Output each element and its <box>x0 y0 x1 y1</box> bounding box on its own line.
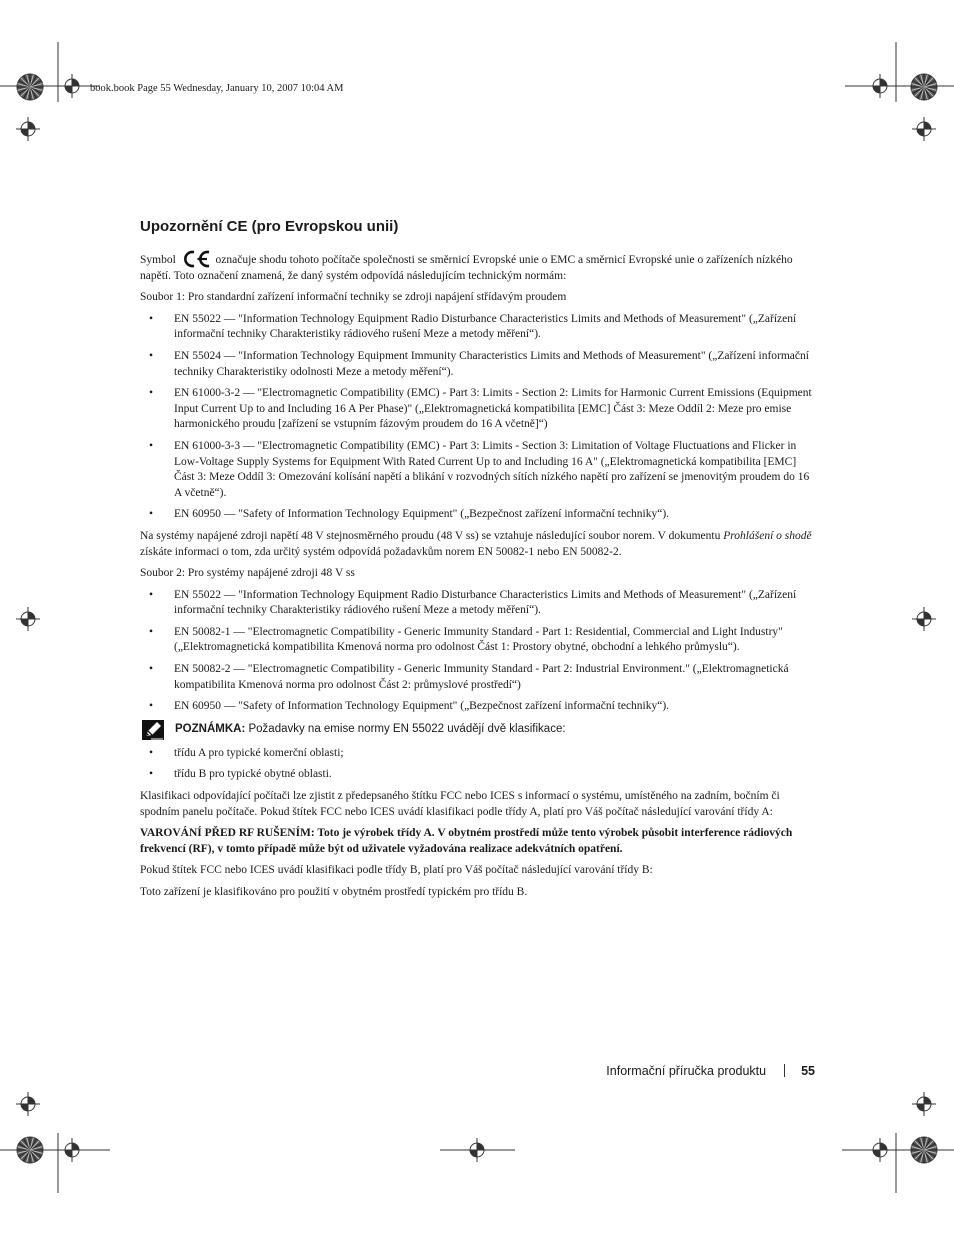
note-box <box>140 722 815 740</box>
bullet-icon: • <box>149 349 154 362</box>
ce-mark-icon <box>181 250 211 266</box>
registration-crosshair-icon <box>868 74 892 98</box>
list2-title: Soubor 2: Pro systémy napájené zdroji 48 V ss <box>140 567 355 580</box>
bullet-icon: • <box>149 663 154 676</box>
bullet-icon: • <box>149 768 154 781</box>
list-item: • EN 55022 — "Information Technology Equipment Radio Disturbance Characteristics Limits and Methods of Measurement" („Zařízení informační techniky Charakteristiky rádiového rušení Meze a metody měření“). <box>149 312 797 341</box>
classification-paragraph: Klasifikaci odpovídající počítači lze zjistit z předepsaného štítku FCC nebo ICES s informací o systému, umístěného na zadním, bočním či spodním panelu počítače. Pokud štítek FCC nebo ICES uvádí klasifikaci podle třídy A, platí pro Váš počítač následující varování třídy A: <box>140 790 780 818</box>
list-item: • EN 50082-1 — "Electromagnetic Compatibility - Generic Immunity Standard - Part 1: Residential, Commercial and Light Industry" („Elektromagnetická kompatibilita Kmenová norma pro odolnost Část 1: Prostory obytné, obchodní a lehkého průmyslu“). <box>149 625 783 654</box>
list-item: • EN 55022 — "Information Technology Equipment Radio Disturbance Characteristics Limits and Methods of Measurement" („Zařízení informační techniky Charakteristiky rádiového rušení Meze a metody měření“). <box>149 588 797 617</box>
bullet-icon: • <box>149 312 154 325</box>
list-item: • třídu B pro typické obytné oblasti. <box>140 767 815 783</box>
registration-crosshair-icon <box>912 607 936 631</box>
bullet-icon: • <box>149 387 154 400</box>
page-number: 55 <box>801 1064 815 1078</box>
bullet-icon: • <box>149 700 154 713</box>
intro-before-symbol: Symbol <box>140 254 176 266</box>
registration-crosshair-icon <box>912 1092 936 1116</box>
list-item: • EN 61000-3-2 — "Electromagnetic Compatibility (EMC) - Part 3: Limits - Section 2: Limits for Harmonic Current Emissions (Equipment Input Current Up to and Including 16 A Per Phase)" („Elektromagnetická kompatibilita [EMC] Část 3: Meze Oddíl 2: Meze pro emise harmonického proudu [zařízení se vstupním fázovým proudem do 16 A včetně]“) <box>149 387 812 431</box>
list-item: • EN 50082-2 — "Electromagnetic Compatibility - Generic Immunity Standard - Part 2: Industrial Environment." („Elektromagnetická kompatibilita Kmenová norma pro odolnost Část 2: průmyslové prostředí“) <box>149 663 789 691</box>
final-paragraph: Toto zařízení je klasifikováno pro použití v obytném prostředí typickém pro třídu B. <box>140 886 528 898</box>
classes-list <box>140 746 815 783</box>
starburst-target-icon <box>911 74 937 100</box>
registration-crosshair-icon <box>16 1092 40 1116</box>
intro-after-symbol: označuje shodu tohoto počítače společnosti se směrnicí Evropské unie o EMC a směrnicí Evropské unie o zařízeních nízkého napětí. Toto označení znamená, že daný systém odpovídá následujícím technickým normám: <box>140 254 793 282</box>
registration-crosshair-icon <box>465 1138 489 1162</box>
registration-crosshair-icon <box>912 117 936 141</box>
registration-crosshair-icon <box>16 607 40 631</box>
standards-list-2 <box>140 588 815 715</box>
note-text: Požadavky na emise normy EN 55022 uvádějí dvě klasifikace: <box>245 722 566 735</box>
registration-crosshair-icon <box>60 1138 84 1162</box>
page-footer <box>560 1064 815 1078</box>
list-item: • EN 55024 — "Information Technology Equipment Immunity Characteristics Limits and Methods of Measurement" („Zařízení informační techniky Charakteristiky odolnosti Meze a metody měření“). <box>149 349 809 378</box>
registration-crosshair-icon <box>16 117 40 141</box>
note-label: POZNÁMKA: <box>175 722 246 735</box>
list-item: • EN 60950 — "Safety of Information Technology Equipment" („Bezpečnost zařízení informační techniky“). <box>140 699 815 715</box>
bullet-icon: • <box>149 508 154 521</box>
print-header-info: book.book Page 55 Wednesday, January 10, 2007 10:04 AM <box>90 83 344 94</box>
registration-crosshair-icon <box>868 1138 892 1162</box>
rf-warning: VAROVÁNÍ PŘED RF RUŠENÍM: Toto je výrobek třídy A. V obytném prostředí může tento výrobek působit interference rádiových frekvencí (RF), v tomto případě může být od uživatele vyžadována realizace adekvátních opatření. <box>140 827 793 855</box>
footer-title: Informační příručka produktu <box>606 1064 767 1078</box>
bullet-icon: • <box>149 439 154 452</box>
bullet-icon: • <box>149 746 154 759</box>
list-item: • EN 60950 — "Safety of Information Technology Equipment" („Bezpečnost zařízení informační techniky“). <box>140 507 815 523</box>
starburst-target-icon <box>911 1137 937 1163</box>
list-item: • třídu A pro typické komerční oblasti; <box>140 746 815 762</box>
registration-crosshair-icon <box>60 74 84 98</box>
section-content <box>140 249 815 901</box>
list1-title: Soubor 1: Pro standardní zařízení informační techniky se zdroji napájení střídavým proudem <box>140 291 567 304</box>
bullet-icon: • <box>149 625 154 638</box>
bullet-icon: • <box>149 588 154 601</box>
footer-separator <box>784 1064 785 1077</box>
starburst-target-icon <box>17 1137 43 1163</box>
dc-paragraph: Na systémy napájené zdroji napětí 48 V stejnosměrného proudu (48 V ss) se vztahuje následující soubor norem. V dokumentu Prohlášení o shodě získáte informaci o tom, zda určitý systém odpovídá požadavkům norem EN 50082-1 nebo EN 50082-2. <box>140 529 812 558</box>
standards-list-1 <box>140 312 815 523</box>
doc-title-italic: Prohlášení o shodě <box>723 529 812 542</box>
starburst-target-icon <box>17 74 43 100</box>
section-title: Upozornění CE (pro Evropskou unii) <box>140 218 399 235</box>
list-item: • EN 61000-3-3 — "Electromagnetic Compatibility (EMC) - Part 3: Limits - Section 3: Limitation of Voltage Fluctuations and Flicker in Low-Voltage Supply Systems for Equipment With Rated Current Up to and Including 16 A" („Elektromagnetická kompatibilita [EMC] Část 3: Meze Oddíl 3: Omezování kolísání napětí a blikání v rozvodných sítích nízkého napětí pro zařízení se jmenovitým proudem do 16 A včetně“). <box>149 439 810 499</box>
intro-paragraph <box>140 249 815 284</box>
pencil-note-icon <box>142 720 164 745</box>
class-b-paragraph: Pokud štítek FCC nebo ICES uvádí klasifikaci podle třídy B, platí pro Váš počítač následující varování třídy B: <box>140 864 653 877</box>
